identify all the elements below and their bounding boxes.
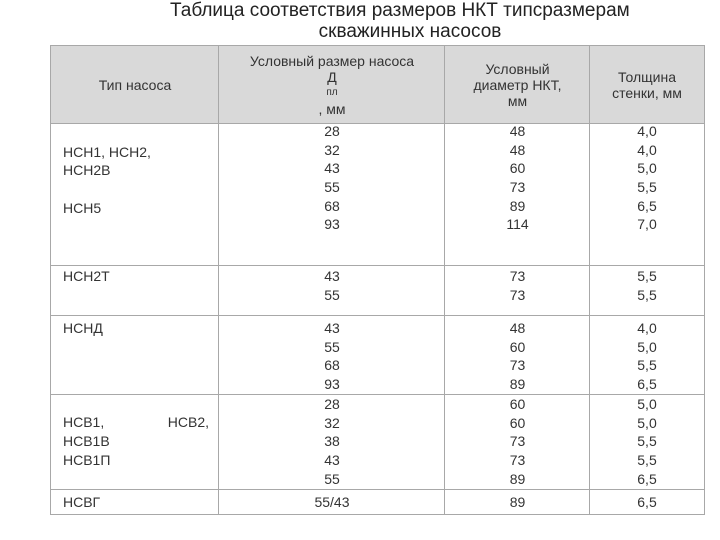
group-3-diameters: 48 60 73 89 — [509, 320, 526, 393]
group-5-pump-types: НСВГ — [63, 494, 101, 510]
group-1-walls: 4,0 4,0 5,0 5,5 6,5 7,0 — [637, 123, 657, 233]
group-1-pump-types: НСН1, НСН2, НСН2В НСН5 — [63, 143, 151, 216]
group-2-walls: 5,5 5,5 — [637, 268, 657, 303]
row-divider — [51, 489, 704, 490]
group-3-walls: 4,0 5,0 5,5 6,5 — [637, 320, 657, 393]
group-4-pump-types-first-line: НСВ1, НСВ2, — [63, 414, 209, 430]
group-5-walls: 6,5 — [637, 494, 657, 510]
row-divider — [51, 315, 704, 316]
group-5-diameters: 89 — [509, 494, 526, 510]
group-3-sizes: 43 55 68 93 — [324, 320, 340, 393]
header-pump-size — [219, 46, 445, 123]
header-pump-type: Тип насоса — [98, 76, 172, 93]
group-4-sizes: 28 32 38 43 55 — [324, 396, 340, 487]
group-2-sizes: 43 55 — [324, 268, 340, 303]
header-tubing-diameter: Условный диаметр НКТ, мм — [473, 60, 562, 109]
header-wall-thickness: Толщина стенки, мм — [612, 68, 682, 101]
group-1-diameters: 48 48 60 73 89 114 — [506, 123, 529, 233]
header-pump-size-line1: Условный размер насоса — [249, 52, 415, 69]
group-4-pump-types: НСВ1В НСВ1П — [63, 433, 111, 469]
group-1-sizes: 28 32 43 55 68 93 — [324, 123, 340, 233]
group-2-diameters: 73 73 — [509, 268, 526, 303]
title-line-2: скважинных насосов — [318, 21, 502, 42]
header-pump-size-line2: Д пл , мм — [318, 68, 346, 117]
group-5-sizes: 55/43 — [314, 494, 350, 510]
pump-size-table — [50, 45, 705, 515]
title-line-1: Таблица соответствия размеров НКТ типсразмерам — [170, 0, 630, 21]
group-3-pump-types: НСНД — [63, 320, 103, 336]
group-4-walls: 5,0 5,0 5,5 5,5 6,5 — [637, 396, 657, 487]
row-divider — [51, 265, 704, 266]
group-4-diameters: 60 60 73 73 89 — [509, 396, 526, 487]
group-2-pump-types: НСН2Т — [63, 268, 110, 284]
